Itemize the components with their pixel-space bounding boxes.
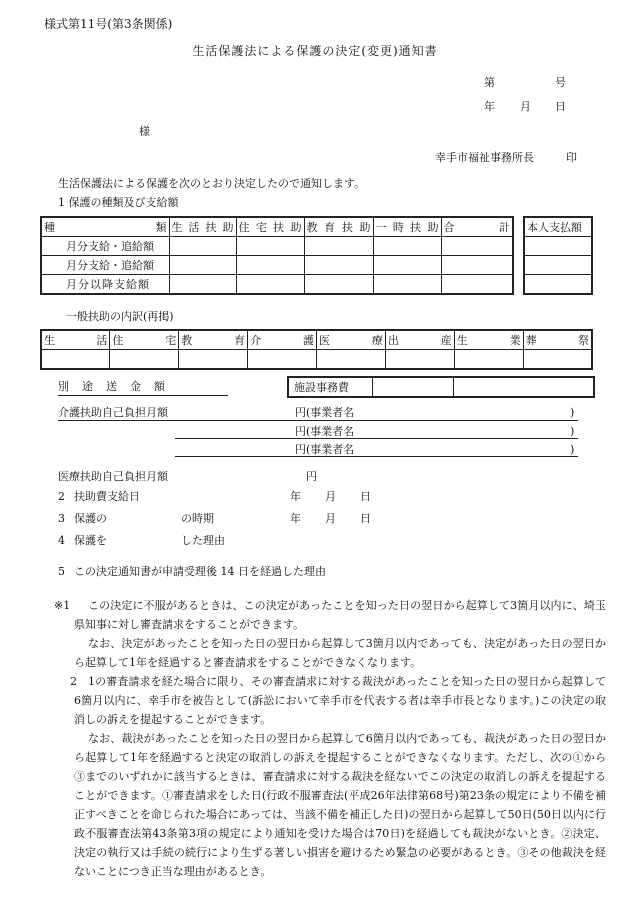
item2-year: 年: [290, 490, 301, 503]
breakdown-header-row: [41, 330, 592, 350]
item3-month: 月: [325, 512, 336, 525]
item4-mid: した理由: [181, 534, 225, 547]
medical-yen: 円: [306, 470, 317, 483]
breakdown-childbirth: 出 産: [385, 330, 454, 350]
breakdown-living: 生 活: [41, 330, 110, 350]
item5-number: 5: [58, 565, 65, 578]
item2-label: 扶助費支給日: [74, 490, 140, 503]
note2-supplement: なお、裁決があったことを知った日の翌日から起算して6箇月以内であっても、裁決があった日の翌日から起算して1年を経過すると決定の取消しの訴えを提起することができなくなります。ただし、次の①から③までのいずれかに該当するときは、審査請求に対する裁決を経ないでこの決定の取消しの訴えを提起することができます。①審査請求をした日(行政不服審査法(平成26年法律第68号)第23条の規定により不備を補正すべきことを命じられた場合にあっては、当該不備を補正した日)の翌日から起算して50日(50日以内に行政不服審査法第43条第3項の規定により通知を受けた場合は70日)を経過しても裁決がないとき。②決定、決定の執行又は手続の続行により生ずる著しい損害を避けるため緊急の必要があるとき。③その他裁決を経ないことにつき正当な理由があるとき。: [74, 732, 606, 878]
row-label: 月分支給・追給額: [41, 237, 169, 256]
breakdown-care: 介 護: [248, 330, 317, 350]
item3-year: 年: [290, 512, 301, 525]
seal-mark: 印: [566, 151, 577, 164]
item2-month: 月: [325, 490, 336, 503]
breakdown-funeral: 葬 祭: [523, 330, 592, 350]
note2-mark: 2: [70, 675, 77, 688]
date-year: 年: [484, 100, 495, 113]
col-type: 種 類: [41, 217, 169, 237]
item3-mid: の時期: [181, 512, 214, 525]
breakdown-value-row: [41, 350, 592, 370]
item4-label: 保護を: [74, 534, 107, 547]
item3-day: 日: [360, 512, 371, 525]
item3-label: 保護の: [74, 512, 107, 525]
item5-label: この決定通知書が申請受理後 14 日を経過した理由: [74, 565, 326, 578]
col-education: 教育扶助: [304, 217, 373, 237]
addressee-suffix: 様: [139, 125, 150, 138]
care-label: 介護扶助自己負担月額: [58, 406, 168, 419]
table-row: [41, 256, 513, 275]
form-number: 様式第11号(第3条関係): [44, 17, 173, 31]
intro-text: 生活保護法による保護を次のとおり決定したので通知します。: [58, 177, 366, 190]
number-prefix: 第: [484, 76, 495, 89]
item2-number: 2: [58, 490, 65, 503]
note1-text: この決定に不服があるときは、この決定があったことを知った日の翌日から起算して3箇月以内に、埼玉県知事に対し審査請求をすることができます。: [74, 599, 606, 631]
care-line-2: 円(事業者名: [295, 425, 355, 438]
date-month: 月: [520, 100, 531, 113]
self-pay-table: [523, 216, 593, 295]
col-total: 合 計: [441, 217, 513, 237]
item4-number: 4: [58, 534, 65, 547]
number-suffix: 号: [555, 76, 566, 89]
note1-supplement: なお、決定があったことを知った日の翌日から起算して3箇月以内であっても、決定があった日の翌日から起算して1年を経過すると審査請求をすることができなくなります。: [74, 637, 606, 669]
separate-remit-label: 別 途 送 金 額: [58, 380, 166, 393]
col-housing: 住宅扶助: [236, 217, 304, 237]
care-close-1: ): [570, 406, 575, 419]
facility-fee-label: 施設事務費: [294, 381, 349, 394]
document-title: 生活保護法による保護の決定(変更)通知書: [192, 44, 438, 58]
medical-label: 医療扶助自己負担月額: [58, 470, 168, 483]
row-label: 月分以降支給額: [41, 275, 169, 295]
note-mark: ※1: [54, 599, 71, 612]
breakdown-housing: 住 宅: [110, 330, 179, 350]
table-row: [41, 237, 513, 256]
breakdown-medical: 医 療: [317, 330, 386, 350]
item2-day: 日: [360, 490, 371, 503]
col-temporary: 一時扶助: [373, 217, 441, 237]
date-day: 日: [555, 100, 566, 113]
table-row: [41, 275, 513, 295]
issuer-name: 幸手市福祉事務所長: [435, 151, 534, 164]
care-line-1: 円(事業者名: [295, 406, 355, 419]
table-header-row: [41, 217, 513, 237]
breakdown-education: 教 育: [179, 330, 248, 350]
care-line-3: 円(事業者名: [295, 443, 355, 456]
breakdown-livelihood: 生 業: [454, 330, 523, 350]
breakdown-table: [40, 329, 593, 370]
item3-number: 3: [58, 512, 65, 525]
row-label: 月分支給・追給額: [41, 256, 169, 275]
col-living: 生活扶助: [169, 217, 236, 237]
care-close-2: ): [570, 425, 575, 438]
self-pay-label: 本人支払額: [524, 217, 592, 237]
care-close-3: ): [570, 443, 575, 456]
note2-text: 1の審査請求を経た場合に限り、その審査請求に対する裁決があったことを知った日の翌日から起算して6箇月以内に、幸手市を被告として(訴訟において幸手市を代表する者は幸手市長となります。)この決定の取消しの訴えを提起することができます。: [74, 675, 606, 726]
breakdown-heading: 一般扶助の内訳(再掲): [66, 310, 174, 323]
benefit-table: [40, 216, 514, 295]
section1-heading: 1 保護の種類及び支給額: [58, 196, 179, 209]
